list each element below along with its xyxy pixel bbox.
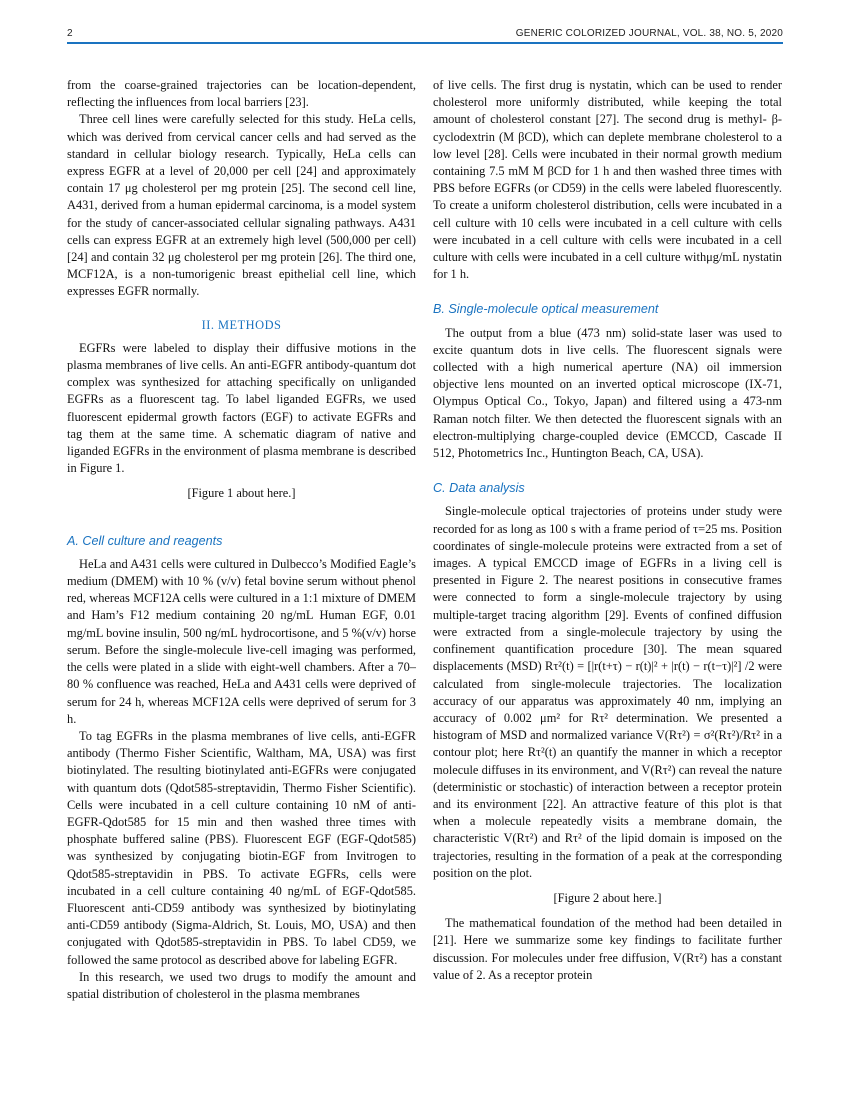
- paragraph: HeLa and A431 cells were cultured in Dulbecco’s Modified Eagle’s medium (DMEM) with 10 % (v/v) fetal bovine serum without phenol red, whereas MCF12A cells were cultured in a 1:1 mixture of DMEM and Ham’s F12 medium containing 20 ng/mL Human EGF, 0.01 mg/mL bovine insulin, 500 ng/mL hydrocortisone, and 5 %(v/v) horse serum. Before the single-molecule live-cell imaging was performed, the cells were plated in a slide with eight-well chambers. After a 70–80 % confluence was reached, HeLa and A431 cells were deprived of serum for 24 h, whereas MCF12A cells were deprived of serum for 3 h.: [67, 556, 416, 726]
- paragraph: Three cell lines were carefully selected for this study. HeLa cells, which was derived from cervical cancer cells and had served as the standard in cellular biology research. Typically, HeLa cells can express EGFR at a level of 20,000 per cell [24] and approximately contain 17 μg cholesterol per mg protein [25]. The second cell line, A431, derived from a human epidermal carcinoma, is a model system for the study of cancer-associated cellular signaling pathways. A431 cells can express EGFR at an extremely high level (500,000 per cell) [24] and contain 32 μg cholesterol per mg protein [26]. The third one, MCF12A, is a non-tumorigenic breast epithelial cell line, which expresses EGFR normally.: [67, 112, 416, 299]
- right-column: [433, 77, 782, 984]
- paragraph: Single-molecule optical trajectories of proteins under study were recorded for as long as 100 s with a frame period of τ=25 ms. Position coordinates of single-molecule proteins were extracted from a set of images. A typical EMCCD image of EGFRs in a living cell is presented in Figure 2. The nearest positions in consecutive frames were connected to form a single-molecule trajectory by using multiple-target tracing algorithm [29]. Events of confined diffusion were extracted from a single-molecule trajectory by using the confinement quantification procedure [30]. The mean squared displacements (MSD) Rτ²(t) = [|r(t+τ) − r(t)|² + |r(t) − r(t−τ)|²] /2 were calculated from single-molecule trajectories. The localization accuracy of our apparatus was approximately 40 nm, implying an accuracy of 0.002 μm² for Rτ² determination. We presented a histogram of MSD and normalized variance V(Rτ²) = σ²(Rτ²)/Rτ² in a contour plot; here Rτ²(t) an quantify the manner in which a receptor molecule diffuses in its environment, and V(Rτ²) can reveal the nature (deterministic or stochastic) of interaction between a receptor protein and its environment [22]. An attractive feature of this plot is that when a molecule repeatedly visits a membrane domain, the characteristic V(Rτ²) and Rτ² of the lipid domain is imposed on the trajectories, resulting in the formation of a peak at the corresponding position on the plot.: [433, 504, 782, 880]
- paragraph: The mathematical foundation of the method had been detailed in [21]. Here we summarize some key findings to facilitate further discussion. For molecules under free diffusion, V(Rτ²) has a constant value of 2. As a receptor protein: [433, 916, 782, 982]
- figure-placeholder-1: [Figure 1 about here.]: [187, 486, 296, 501]
- journal-title: GENERIC COLORIZED JOURNAL, VOL. 38, NO. 5, 2020: [515, 28, 783, 39]
- paragraph: of live cells. The first drug is nystatin, which can be used to render cholesterol more uniformly distributed, while keeping the total amount of cholesterol constant [27]. The second drug is methyl- β-cyclodextrin (M βCD), which can deplete membrane cholesterol to a low level [28]. Cells were incubated in their normal growth medium containing 7.5 mM M βCD for 1 h and then washed three times with PBS before EGFRs (or CD59) in the cells were labeled fluorescently. To create a uniform cholesterol distribution, cells were incubated in a cell culture with 10 cells were incubated in a cell culture with cells were incubated in a cell culture with cells were incubated in a cell culture with cells were incubated in a cell culture withμg/mL nystatin for 1 h.: [433, 78, 782, 282]
- section-heading-methods: II. METHODS: [201, 317, 282, 332]
- left-column: [67, 77, 416, 1003]
- paragraph: The output from a blue (473 nm) solid-state laser was used to excite quantum dots in live cells. The fluorescent signals were collected with a high numerical aperture (NA) oil immersion objective lens mounted on an inverted optical microscope (IX-71, Olympus Optical Co., Tokyo, Japan) and filtered using a 473-nm Raman notch filter. We then detected the fluorescent signals with an electron-multiplying charge-coupled device (EMCCD, Cascade II 512, Photometrics Inc., Huntington Beach, CA, USA).: [433, 325, 782, 461]
- subsection-heading-c: C. Data analysis: [433, 481, 525, 496]
- paragraph: from the coarse-grained trajectories can be location-dependent, reflecting the influences from local barriers [23].: [67, 78, 416, 110]
- paragraph: In this research, we used two drugs to modify the amount and spatial distribution of cholesterol in the plasma membranes: [67, 969, 416, 1001]
- subsection-heading-a: A. Cell culture and reagents: [67, 533, 223, 548]
- subsection-heading-b: B. Single-molecule optical measurement: [433, 302, 659, 317]
- figure-placeholder-2: [Figure 2 about here.]: [553, 890, 662, 905]
- paragraph: EGFRs were labeled to display their diffusive motions in the plasma membranes of live cells. An anti-EGFR antibody-quantum dot complex was synthesized for attaching specifically on unliganded EGFRs as a fluorescent tag. To label liganded EGFRs, we used fluorescent epidermal growth factors (EGF) to activate EGFRs and tag them at the same time. A schematic diagram of native and liganded EGFRs in the environment of plasma membrane is described in Figure 1.: [67, 340, 416, 476]
- running-header: [67, 24, 783, 42]
- paragraph: To tag EGFRs in the plasma membranes of live cells, anti-EGFR antibody (Thermo Fisher Scientific, Waltham, MA, USA) was first biotinylated. The resulting biotinylated anti-EGFRs were conjugated with quantum dots (Qdot585-streptavidin, Thermo Fisher Scientific). Cells were incubated in a cell culture containing 10 nM of anti-EGFR-Qdot585 for 15 min and then washed three times with phosphate buffered saline (PBS). Fluorescent EGF (EGF-Qdot585) was synthesized by conjugating biotin-EGF from Invitrogen to Qdot585-streptavidin in PBS. To activate EGFRs, cells were incubated in a cell culture containing 40 ng/mL of EGF-Qdot585. Fluorescent anti-CD59 antibody was synthesized by biotinylating anti-CD59 antibody (Sigma-Aldrich, St. Louis, MO, USA) and then conjugated with Qdot585-streptavidin in PBS. To label CD59, we followed the same protocol as described above for labeling EGFR.: [67, 728, 416, 967]
- header-rule: [67, 42, 783, 44]
- page-number: 2: [67, 28, 73, 39]
